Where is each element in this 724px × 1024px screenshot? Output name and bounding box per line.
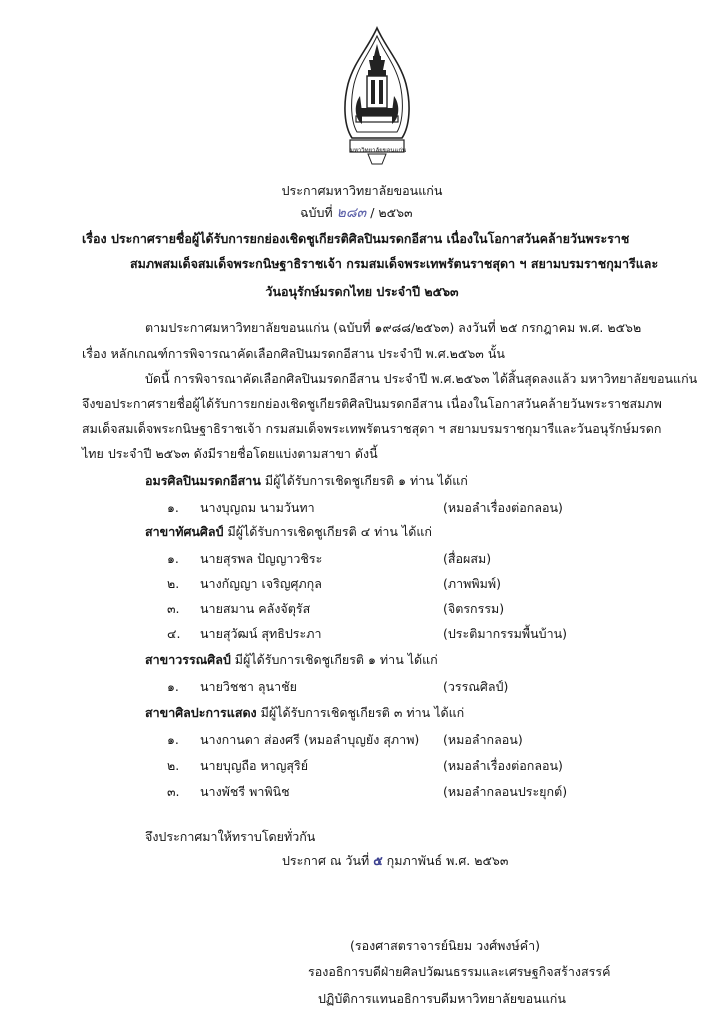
member-number: ๓.: [167, 784, 180, 799]
issue-line: [300, 205, 413, 221]
member-name: นางกานดา ส่องศรี (หมอลำบุญยัง สุภาพ): [200, 732, 420, 747]
para2-line-4: ไทย ประจำปี ๒๕๖๓ ดังมีรายชื่อโดยแบ่งตามสาขา ดังนี้: [82, 446, 378, 461]
member-number: ๑.: [167, 500, 179, 515]
signatory-position: รองอธิการบดีฝ่ายศิลปวัฒนธรรมและเศรษฐกิจสร้างสรรค์: [308, 964, 611, 979]
member-field: (วรรณศิลป์): [443, 679, 509, 694]
section-heading: [145, 652, 438, 668]
member-name: นางกัญญา เจริญศุภกุล: [200, 576, 322, 591]
member-field: (สื่อผสม): [443, 551, 492, 566]
date-prefix: ประกาศ ณ วันที่: [282, 853, 370, 868]
member-name: นายสมาน คลังจัตุรัส: [200, 601, 311, 616]
issue-suffix: / ๒๕๖๓: [370, 205, 413, 220]
section-heading: [145, 473, 468, 489]
date-day: ๕: [373, 853, 383, 868]
member-number: ๒.: [167, 758, 180, 773]
para2-line-2: จึงขอประกาศรายชื่อผู้ได้รับการยกย่องเชิดชูเกียรติศิลปินมรดกอีสาน เนื่องในโอกาสวันคล้ายวันพระราชสมภพ: [82, 396, 662, 411]
member-field: (ภาพพิมพ์): [443, 576, 501, 591]
member-name: นายสุรพล ปัญญาวชิระ: [200, 551, 323, 566]
issue-prefix: ฉบับที่: [300, 205, 333, 220]
member-field: (หมอลำเรื่องต่อกลอน): [443, 758, 563, 773]
emblem-text: มหาวิทยาลัยขอนแก่น: [350, 147, 407, 154]
section-title: สาขาศิลปะการแสดง: [145, 705, 257, 720]
member-number: ๔.: [167, 626, 181, 641]
member-name: นางพัชรี พาพินิช: [200, 784, 290, 799]
section-subtitle: มีผู้ได้รับการเชิดชูเกียรติ ๔ ท่าน ได้แก่: [227, 524, 432, 539]
member-number: ๓.: [167, 601, 180, 616]
signatory-acting: ปฏิบัติการแทนอธิการบดีมหาวิทยาลัยขอนแก่น: [318, 991, 566, 1006]
section-title: สาขาทัศนศิลป์: [145, 524, 224, 539]
subject-line-3: วันอนุรักษ์มรดกไทย ประจำปี ๒๕๖๓: [265, 284, 459, 299]
para2-line-3: สมเด็จสมเด็จพระกนิษฐาธิราชเจ้า กรมสมเด็จพระเทพรัตนราชสุดา ฯ สยามบรมราชกุมารีและวันอนุรักษ์มรดก: [82, 421, 662, 436]
member-field: (จิตรกรรม): [443, 601, 505, 616]
subject-line-1: เรื่อง ประกาศรายชื่อผู้ได้รับการยกย่องเชิดชูเกียรติศิลปินมรดกอีสาน เนื่องในโอกาสวันคล้ายวันพระราช: [82, 231, 630, 246]
section-title: อมรศิลปินมรดกอีสาน: [145, 473, 261, 488]
closing-date: [282, 853, 508, 869]
member-name: นางบุญถม นามวันทา: [200, 500, 315, 515]
member-field: (หมอลำกลอนประยุกต์): [443, 784, 568, 799]
member-number: ๑.: [167, 679, 179, 694]
issue-number: ๒๘๓: [336, 205, 367, 221]
section-title: สาขาวรรณศิลป์: [145, 652, 231, 667]
member-name: นายวิชชา ลุนาชัย: [200, 679, 297, 694]
member-field: (หมอลำเรื่องต่อกลอน): [443, 500, 563, 515]
para1-line-1: ตามประกาศมหาวิทยาลัยขอนแก่น (ฉบับที่ ๑๙๘๘/๒๕๖๓) ลงวันที่ ๒๕ กรกฎาคม พ.ศ. ๒๕๖๒: [145, 320, 642, 335]
section-subtitle: มีผู้ได้รับการเชิดชูเกียรติ ๑ ท่าน ได้แก่: [234, 652, 438, 667]
closing-announce: จึงประกาศมาให้ทราบโดยทั่วกัน: [145, 829, 316, 844]
para2-line-1: บัดนี้ การพิจารณาคัดเลือกศิลปินมรดกอีสาน ประจำปี พ.ศ.๒๕๖๓ ได้สิ้นสุดลงแล้ว มหาวิทยาลัยขอนแก่น: [145, 371, 698, 386]
page-title: ประกาศมหาวิทยาลัยขอนแก่น: [281, 183, 443, 198]
signatory-name: (รองศาสตราจารย์นิยม วงศ์พงษ์คำ): [350, 938, 540, 953]
para1-line-2: เรื่อง หลักเกณฑ์การพิจารณาคัดเลือกศิลปินมรดกอีสาน ประจำปี พ.ศ.๒๕๖๓ นั้น: [82, 346, 505, 361]
section-subtitle: มีผู้ได้รับการเชิดชูเกียรติ ๓ ท่าน ได้แก่: [260, 705, 465, 720]
member-name: นายสุวัฒน์ สุทธิประภา: [200, 626, 322, 641]
section-subtitle: มีผู้ได้รับการเชิดชูเกียรติ ๑ ท่าน ได้แก่: [264, 473, 468, 488]
date-suffix: กุมภาพันธ์ พ.ศ. ๒๕๖๓: [386, 853, 509, 868]
member-field: (หมอลำกลอน): [443, 732, 523, 747]
member-name: นายบุญถือ หาญสุริย์: [200, 758, 309, 773]
section-heading: [145, 705, 464, 721]
subject-line-2: สมภพสมเด็จสมเด็จพระกนิษฐาธิราชเจ้า กรมสมเด็จพระเทพรัตนราชสุดา ฯ สยามบรมราชกุมารีและ: [130, 256, 659, 271]
member-number: ๑.: [167, 551, 179, 566]
member-number: ๑.: [167, 732, 179, 747]
member-field: (ประติมากรรมพื้นบ้าน): [443, 626, 568, 641]
section-heading: [145, 524, 432, 540]
member-number: ๒.: [167, 576, 180, 591]
